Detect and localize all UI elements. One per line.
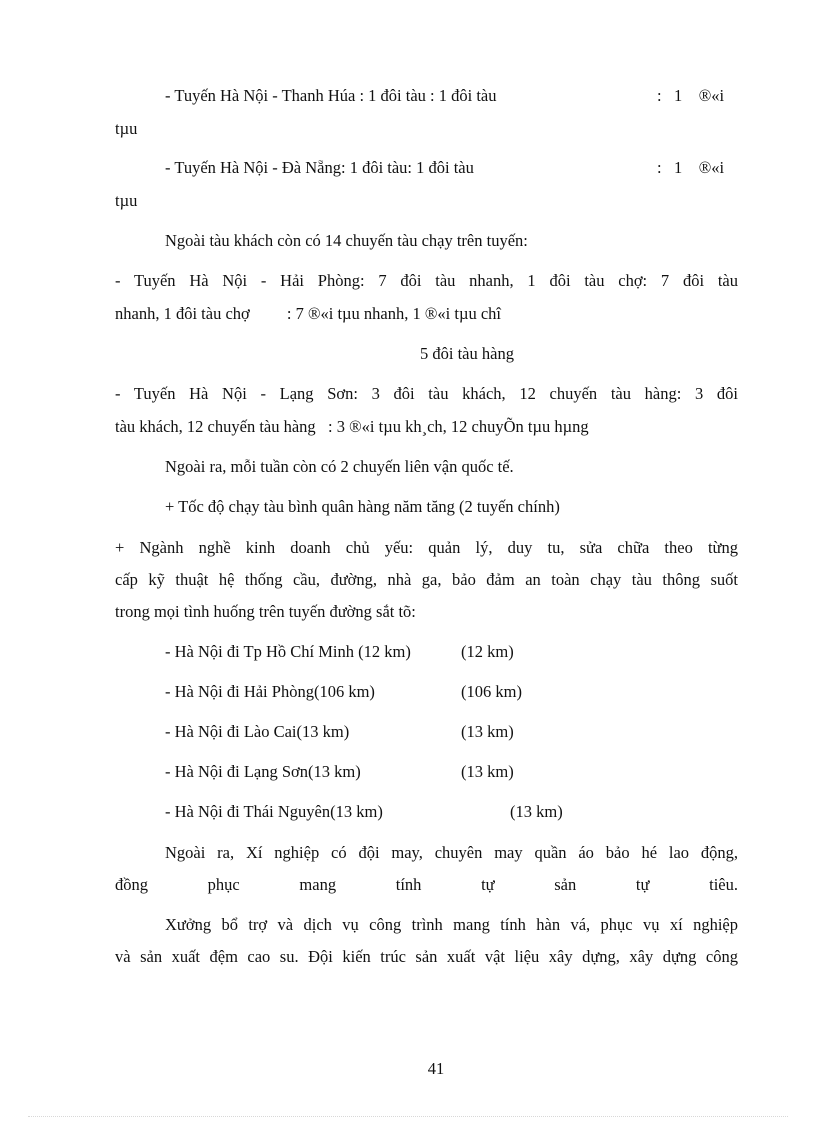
paragraph-sewing-line1: Ngoài ra, Xí nghiệp có đội may, chuyên may quần áo bảo hé lao động, bbox=[165, 843, 738, 862]
list-item-lang-son-km: (13 km) bbox=[461, 762, 514, 781]
list-item-thai-nguyen-km: (13 km) bbox=[510, 802, 563, 821]
line-route-thanh-hoa: - Tuyến Hà Nội - Thanh Húa : 1 đôi tàu : 1 đôi tàu bbox=[165, 86, 497, 105]
paragraph-international: Ngoài ra, mỗi tuần còn có 2 chuyến liên vận quốc tế. bbox=[165, 457, 514, 476]
line-route-hai-phong-freight: 5 đôi tàu hàng bbox=[420, 344, 514, 363]
paragraph-workshop-line2: và sản xuất đệm cao su. Đội kiến trúc sản xuất vật liệu xây dựng, xây dựng công bbox=[115, 947, 738, 966]
list-item-thai-nguyen: - Hà Nội đi Thái Nguyên(13 km) bbox=[165, 802, 383, 821]
paragraph-business-line1: + Ngành nghề kinh doanh chủ yếu: quản lý, duy tu, sửa chữa theo từng bbox=[115, 538, 738, 557]
list-item-hai-phong: - Hà Nội đi Hải Phòng(106 km) bbox=[165, 682, 375, 701]
paragraph-business-line2: cấp kỹ thuật hệ thống cầu, đường, nhà ga, bảo đảm an toàn chạy tàu thông suốt bbox=[115, 570, 738, 589]
paragraph-passenger-trains: Ngoài tàu khách còn có 14 chuyến tàu chạy trên tuyến: bbox=[165, 231, 528, 250]
line-route-da-nang-cont: tµu bbox=[115, 191, 138, 210]
line-route-lang-son-cont: tàu khách, 12 chuyến tàu hàng : 3 ®«i tµu kh¸ch, 12 chuyÕn tµu hµng bbox=[115, 417, 589, 436]
paragraph-business-line3: trong mọi tình huống trên tuyến đường sắt tõ: bbox=[115, 602, 416, 621]
list-item-lang-son: - Hà Nội đi Lạng Sơn(13 km) bbox=[165, 762, 361, 781]
list-item-lao-cai-km: (13 km) bbox=[461, 722, 514, 741]
paragraph-sewing-line2: đồng phục mang tính tự sản tự tiêu. bbox=[115, 875, 738, 894]
list-item-ho-chi-minh-km: (12 km) bbox=[461, 642, 514, 661]
list-item-lao-cai: - Hà Nội đi Lào Cai(13 km) bbox=[165, 722, 350, 741]
line-route-thanh-hoa-tab: : 1 ®«i bbox=[657, 86, 725, 105]
line-route-lang-son: - Tuyến Hà Nội - Lạng Sơn: 3 đôi tàu khách, 12 chuyến tàu hàng: 3 đôi bbox=[115, 384, 738, 403]
line-route-da-nang-tab: : 1 ®«i bbox=[657, 158, 725, 177]
list-item-hai-phong-km: (106 km) bbox=[461, 682, 522, 701]
footer-divider bbox=[28, 1116, 788, 1117]
line-route-hai-phong-cont: nhanh, 1 đôi tàu chợ : 7 ®«i tµu nhanh, 1 ®«i tµu chî bbox=[115, 304, 501, 323]
line-route-hai-phong: - Tuyến Hà Nội - Hải Phòng: 7 đôi tàu nhanh, 1 đôi tàu chợ: 7 đôi tàu bbox=[115, 271, 738, 290]
paragraph-workshop-line1: Xưởng bổ trợ và dịch vụ công trình mang tính hàn vá, phục vụ xí nghiệp bbox=[165, 915, 738, 934]
line-route-thanh-hoa-cont: tµu bbox=[115, 119, 138, 138]
paragraph-speed: + Tốc độ chạy tàu bình quân hàng năm tăng (2 tuyến chính) bbox=[165, 497, 560, 516]
page-number: 41 bbox=[427, 1059, 445, 1078]
line-route-da-nang: - Tuyến Hà Nội - Đà Nẵng: 1 đôi tàu: 1 đôi tàu bbox=[165, 158, 474, 177]
list-item-ho-chi-minh: - Hà Nội đi Tp Hồ Chí Minh (12 km) bbox=[165, 642, 411, 661]
